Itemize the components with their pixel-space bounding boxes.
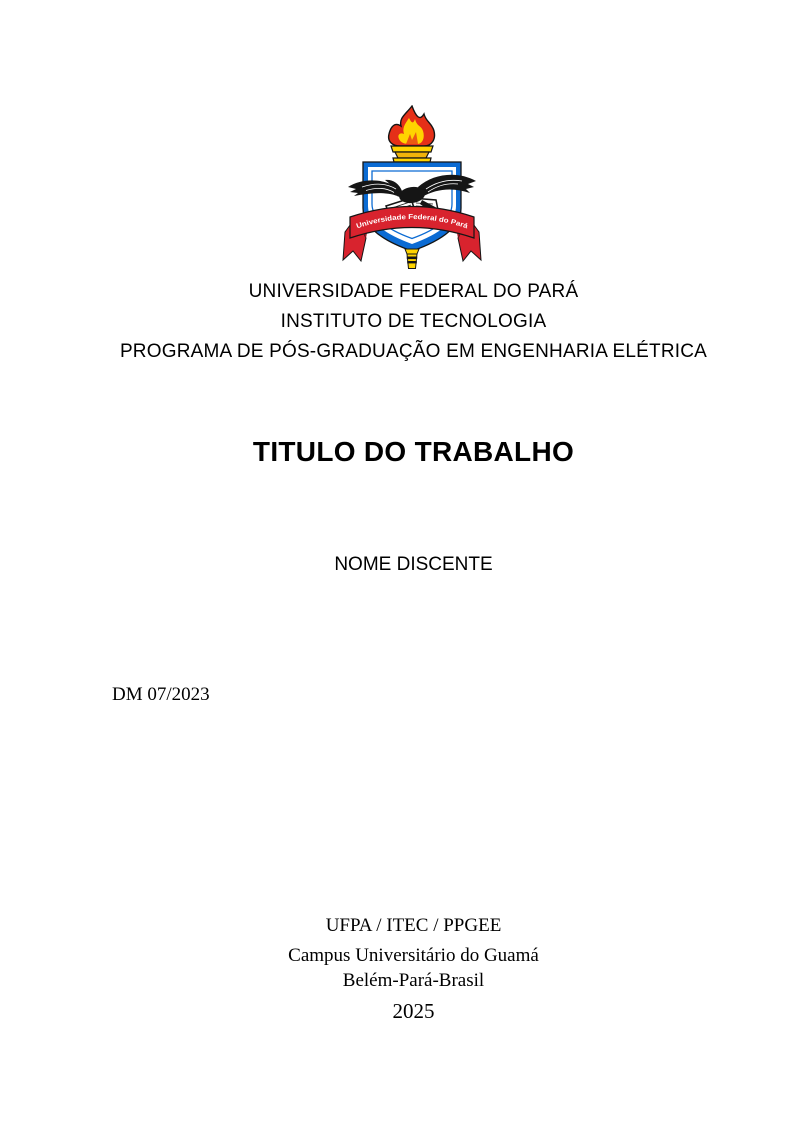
university-name: UNIVERSIDADE FEDERAL DO PARÁ — [248, 281, 579, 302]
footer-location: Belém-Pará-Brasil — [342, 970, 485, 991]
torch-handle — [405, 249, 419, 269]
ufpa-crest-logo — [342, 105, 482, 271]
torch-cup — [391, 146, 433, 162]
document-number: DM 07/2023 — [112, 684, 210, 705]
torch-flame-icon — [389, 106, 435, 146]
footer-year: 2025 — [392, 999, 435, 1023]
institution-header — [111, 277, 716, 367]
student-name: NOME DISCENTE — [334, 554, 493, 575]
program-name: PROGRAMA DE PÓS-GRADUAÇÃO EM ENGENHARIA ELÉTRICA — [119, 341, 708, 362]
footer-institution: UFPA / ITEC / PPGEE — [325, 915, 502, 936]
banner-text: Universidade Federal do Pará — [355, 213, 468, 231]
institute-name: INSTITUTO DE TECNOLOGIA — [280, 311, 547, 332]
work-title: TITULO DO TRABALHO — [252, 436, 575, 467]
footer-campus: Campus Universitário do Guamá — [288, 945, 539, 966]
